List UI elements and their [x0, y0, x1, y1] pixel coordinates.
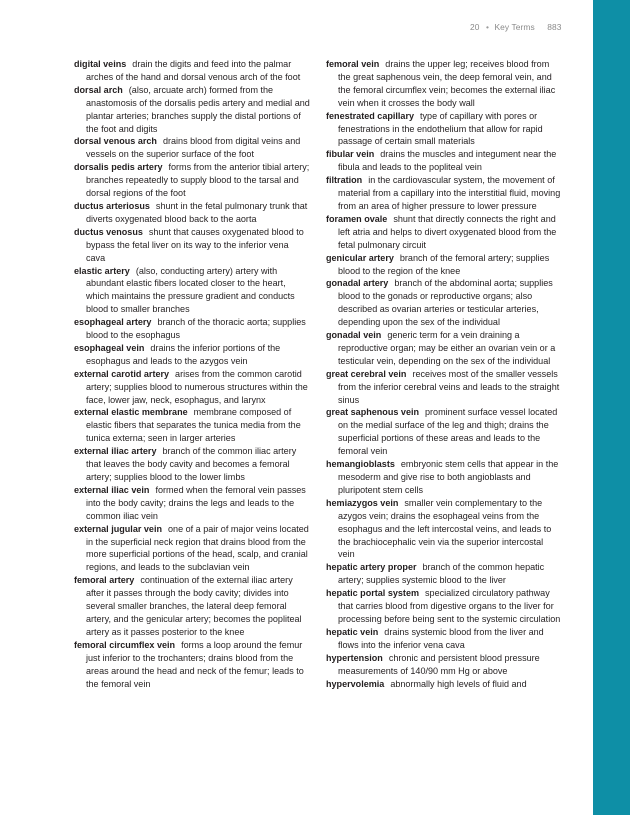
header-separator: •: [485, 22, 489, 32]
glossary-term: fibular vein: [326, 149, 375, 160]
glossary-entry: [326, 213, 561, 252]
glossary-definition: receives most of the smaller vessels from the inferior cerebral veins and leads to the straight sinus: [338, 368, 560, 405]
glossary-entry: [326, 497, 561, 562]
glossary-definition: abnormally high levels of fluid and: [390, 678, 527, 689]
glossary-entry: [326, 277, 561, 329]
glossary-term: dorsal arch: [74, 84, 123, 95]
glossary-term: esophageal vein: [74, 342, 145, 353]
glossary-entry: [74, 135, 310, 161]
glossary-entry: [326, 458, 561, 497]
glossary-definition: branch of the common iliac artery that leaves the body cavity and becomes a femoral artery; supplies blood to the lower limbs: [86, 446, 297, 482]
glossary-entry: [326, 587, 561, 626]
glossary-entry: [326, 406, 561, 458]
glossary-term: external carotid artery: [74, 368, 170, 379]
glossary-definition: smaller vein complementary to the azygos vein; drains the esophageal veins from the esophagus and the left intercostal veins, and leads to the brachiocephalic vein via the superior intercostal vein: [338, 497, 552, 560]
glossary-term: hemangioblasts: [326, 459, 395, 470]
glossary-term: fenestrated capillary: [326, 110, 414, 121]
glossary-entry: [74, 58, 310, 84]
glossary-entry: [74, 639, 310, 691]
glossary-term: ductus venosus: [74, 226, 143, 237]
glossary-entry: [74, 342, 310, 368]
glossary-definition: continuation of the external iliac artery after it passes through the body cavity; divides into several smaller branches, the lateral deep femoral artery, and the genicular artery; becomes the popliteal artery as it passes posterior to the knee: [86, 575, 302, 637]
glossary-term: esophageal artery: [74, 317, 152, 328]
glossary-definition: drains the muscles and integument near the fibula and leads to the popliteal vein: [338, 149, 557, 173]
glossary-definition: embryonic stem cells that appear in the mesoderm and give rise to both angioblasts and pluripotent stem cells: [338, 459, 559, 495]
glossary-entry: [74, 445, 310, 484]
glossary-entry: [326, 652, 561, 678]
glossary-entry: [326, 329, 561, 368]
glossary-entry: [74, 316, 310, 342]
glossary-term: great saphenous vein: [326, 407, 420, 418]
glossary-entry: [326, 678, 561, 691]
glossary-term: hypertension: [326, 652, 383, 663]
glossary-entry: [326, 626, 561, 652]
glossary-definition: branch of the thoracic aorta; supplies blood to the esophagus: [86, 317, 306, 341]
glossary-definition: one of a pair of major veins located in the superficial neck region that drains blood from the more superficial portions of the head, scalp, and cranial regions, and leads to the subclavian vein: [86, 523, 309, 573]
chapter-color-bar: [593, 0, 630, 815]
glossary-term: hepatic vein: [326, 626, 379, 637]
glossary-entry: [326, 58, 561, 110]
glossary-definition: shunt in the fetal pulmonary trunk that diverts oxygenated blood back to the aorta: [86, 200, 308, 224]
glossary-term: external iliac artery: [74, 446, 157, 457]
glossary-column-right: [326, 58, 561, 690]
glossary-term: great cerebral vein: [326, 368, 407, 379]
glossary-term: ductus arteriosus: [74, 200, 150, 211]
glossary-definition: arises from the common carotid artery; supplies blood to numerous structures within the face, lower jaw, neck, esophagus, and larynx: [86, 368, 308, 405]
glossary-term: external iliac vein: [74, 484, 150, 495]
glossary-definition: drain the digits and feed into the palmar arches of the hand and dorsal venous arch of the foot: [86, 59, 301, 82]
glossary-term: gonadal vein: [326, 330, 382, 341]
glossary-column-left: [74, 58, 310, 690]
glossary-term: hemiazygos vein: [326, 497, 399, 508]
glossary-term: femoral circumflex vein: [74, 639, 176, 650]
glossary-definition: drains systemic blood from the liver and flows into the inferior vena cava: [338, 626, 544, 650]
glossary-definition: forms a loop around the femur just inferior to the trochanters; drains blood from the areas around the head and neck of the femur; leads to the femoral vein: [86, 639, 304, 689]
glossary-definition: type of capillary with pores or fenestrations in the endothelium that allow for rapid passage of certain small materials: [338, 110, 543, 147]
glossary-definition: branch of the femoral artery; supplies blood to the region of the knee: [338, 252, 550, 276]
glossary-definition: drains the upper leg; receives blood from the great saphenous vein, the deep femoral vein, and the femoral circumflex vein; becomes the external iliac vein when it crosses the body wall: [338, 59, 556, 108]
glossary-definition: membrane composed of elastic fibers that separates the tunica media from the tunica externa; seen in larger arteries: [86, 407, 301, 444]
glossary-definition: drains the inferior portions of the esophagus and leads to the azygos vein: [86, 342, 281, 366]
glossary-entry: [74, 368, 310, 407]
glossary-term: filtration: [326, 175, 363, 186]
glossary-definition: forms from the anterior tibial artery; branches repeatedly to supply blood to the tarsal and dorsal regions of the foot: [86, 162, 310, 199]
glossary-term: genicular artery: [326, 252, 394, 263]
glossary-definition: prominent surface vessel located on the medial surface of the leg and thigh; drains the superficial portions of these areas and leads to the femoral vein: [338, 407, 558, 457]
glossary-entry: [326, 110, 561, 149]
glossary-term: external jugular vein: [74, 523, 162, 534]
glossary-entry: [74, 84, 310, 136]
glossary-term: dorsal venous arch: [74, 136, 157, 147]
chapter-number: 20: [470, 22, 480, 32]
glossary-entry: [74, 574, 310, 639]
glossary-term: femoral artery: [74, 575, 135, 586]
glossary-definition: in the cardiovascular system, the movement of material from a capillary into the interstitial fluid, moving from an area of higher pressure to lower pressure: [338, 175, 561, 211]
glossary-entry: [326, 252, 561, 278]
glossary-term: elastic artery: [74, 265, 130, 276]
glossary-definition: (also, arcuate arch) formed from the anastomosis of the dorsalis pedis artery and medial and plantar arteries; branches supply the distal portions of the foot and digits: [86, 84, 310, 134]
glossary-entry: [74, 200, 310, 226]
page-number: 883: [547, 22, 562, 32]
glossary-entry: [74, 161, 310, 200]
glossary-definition: drains blood from digital veins and vessels on the superior surface of the foot: [86, 136, 301, 160]
glossary-definition: (also, conducting artery) artery with abundant elastic fibers located closer to the heart, which maintains the pressure gradient and conducts blood to smaller branches: [86, 265, 295, 315]
glossary-term: hypervolemia: [326, 678, 385, 689]
glossary-term: femoral vein: [326, 59, 380, 69]
glossary-term: foramen ovale: [326, 213, 388, 224]
section-title: Key Terms: [494, 22, 535, 32]
glossary-entry: [74, 265, 310, 317]
glossary-term: digital veins: [74, 59, 127, 69]
glossary-entry: [326, 561, 561, 587]
glossary-term: hepatic artery proper: [326, 562, 417, 573]
running-header: [470, 22, 561, 32]
glossary-entry: [74, 484, 310, 523]
glossary-term: hepatic portal system: [326, 588, 420, 599]
glossary-term: gonadal artery: [326, 278, 389, 289]
glossary-entry: [74, 406, 310, 445]
glossary-definition: specialized circulatory pathway that carries blood from digestive organs to the liver for processing before being sent to the systemic circulation: [338, 588, 561, 624]
glossary-term: dorsalis pedis artery: [74, 162, 163, 173]
glossary-definition: branch of the common hepatic artery; supplies systemic blood to the liver: [338, 562, 545, 586]
glossary-entry: [326, 368, 561, 407]
glossary-entry: [326, 174, 561, 213]
glossary-definition: shunt that directly connects the right and left atria and helps to divert oxygenated blood from the fetal pulmonary circuit: [338, 213, 557, 250]
glossary-definition: formed when the femoral vein passes into the body cavity; drains the legs and leads to the common iliac vein: [86, 484, 306, 521]
glossary-entry: [74, 226, 310, 265]
glossary-term: external elastic membrane: [74, 407, 188, 418]
glossary-definition: chronic and persistent blood pressure measurements of 140/90 mm Hg or above: [338, 652, 540, 676]
glossary-definition: branch of the abdominal aorta; supplies blood to the gonads or reproductive organs; also described as ovarian arteries or testicular arteries, depending upon the sex of the individual: [338, 278, 553, 328]
glossary-entry: [74, 523, 310, 575]
glossary-definition: generic term for a vein draining a reproductive organ; may be either an ovarian vein or a testicular vein, depending on the sex of the individual: [338, 330, 556, 366]
glossary-entry: [326, 148, 561, 174]
glossary-definition: shunt that causes oxygenated blood to bypass the fetal liver on its way to the inferior vena cava: [86, 226, 304, 263]
